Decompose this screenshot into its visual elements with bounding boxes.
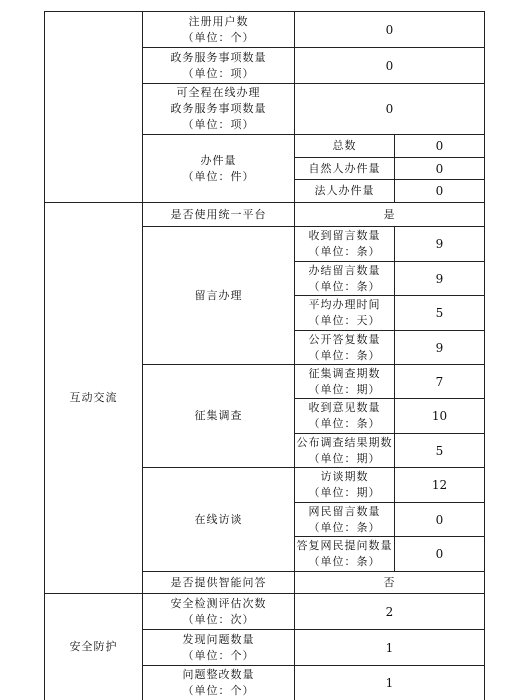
service-items-label: 政务服务事项数量 （单位：项）	[142, 47, 294, 83]
survey-opinions-label: 收到意见数量 （单位：条）	[294, 398, 394, 433]
problems-found-value: 1	[294, 629, 484, 665]
closed-messages-label: 办结留言数量 （单位：条）	[294, 261, 394, 295]
section-security: 安全防护	[44, 593, 142, 700]
cases-legal-value: 0	[394, 179, 484, 202]
survey-group-label: 征集调查	[142, 364, 294, 467]
online-items-label: 可全程在线办理 政务服务事项数量 （单位：项）	[142, 83, 294, 134]
avg-time-value: 5	[394, 295, 484, 330]
interview-periods-value: 12	[394, 467, 484, 502]
netizen-answers-label: 答复网民提问数量 （单位：条）	[294, 536, 394, 571]
cases-person-label: 自然人办件量	[294, 157, 394, 179]
users-label: 注册用户数 （单位：个）	[142, 11, 294, 47]
security-tests-value: 2	[294, 593, 484, 629]
received-messages-value: 9	[394, 226, 484, 261]
closed-messages-value: 9	[394, 261, 484, 295]
netizen-messages-value: 0	[394, 502, 484, 536]
avg-time-label: 平均办理时间 （单位：天）	[294, 295, 394, 330]
interview-periods-label: 访谈期数 （单位：期）	[294, 467, 394, 502]
public-replies-label: 公开答复数量 （单位：条）	[294, 330, 394, 364]
netizen-answers-value: 0	[394, 536, 484, 571]
survey-opinions-value: 10	[394, 398, 484, 433]
online-items-value: 0	[294, 83, 484, 134]
smart-qa-value: 否	[294, 571, 484, 593]
users-value: 0	[294, 11, 484, 47]
section-interaction: 互动交流	[44, 202, 142, 593]
cases-person-value: 0	[394, 157, 484, 179]
problems-fixed-label: 问题整改数量 （单位：个）	[142, 665, 294, 700]
section-cell-top	[44, 11, 142, 202]
messages-group-label: 留言办理	[142, 226, 294, 364]
smart-qa-label: 是否提供智能问答	[142, 571, 294, 593]
cases-total-label: 总数	[294, 134, 394, 157]
problems-found-label: 发现问题数量 （单位：个）	[142, 629, 294, 665]
problems-fixed-value: 1	[294, 665, 484, 700]
cases-legal-label: 法人办件量	[294, 179, 394, 202]
public-replies-value: 9	[394, 330, 484, 364]
security-tests-label: 安全检测评估次数 （单位：次）	[142, 593, 294, 629]
cases-total-value: 0	[394, 134, 484, 157]
netizen-messages-label: 网民留言数量 （单位：条）	[294, 502, 394, 536]
survey-periods-label: 征集调查期数 （单位：期）	[294, 364, 394, 398]
unified-platform-value: 是	[294, 202, 484, 226]
received-messages-label: 收到留言数量 （单位：条）	[294, 226, 394, 261]
cases-label: 办件量 （单位：件）	[142, 134, 294, 202]
survey-results-value: 5	[394, 433, 484, 467]
interview-group-label: 在线访谈	[142, 467, 294, 571]
survey-periods-value: 7	[394, 364, 484, 398]
survey-results-label: 公布调查结果期数 （单位：期）	[294, 433, 394, 467]
service-items-value: 0	[294, 47, 484, 83]
table-right-border	[484, 11, 485, 700]
unified-platform-label: 是否使用统一平台	[142, 202, 294, 226]
